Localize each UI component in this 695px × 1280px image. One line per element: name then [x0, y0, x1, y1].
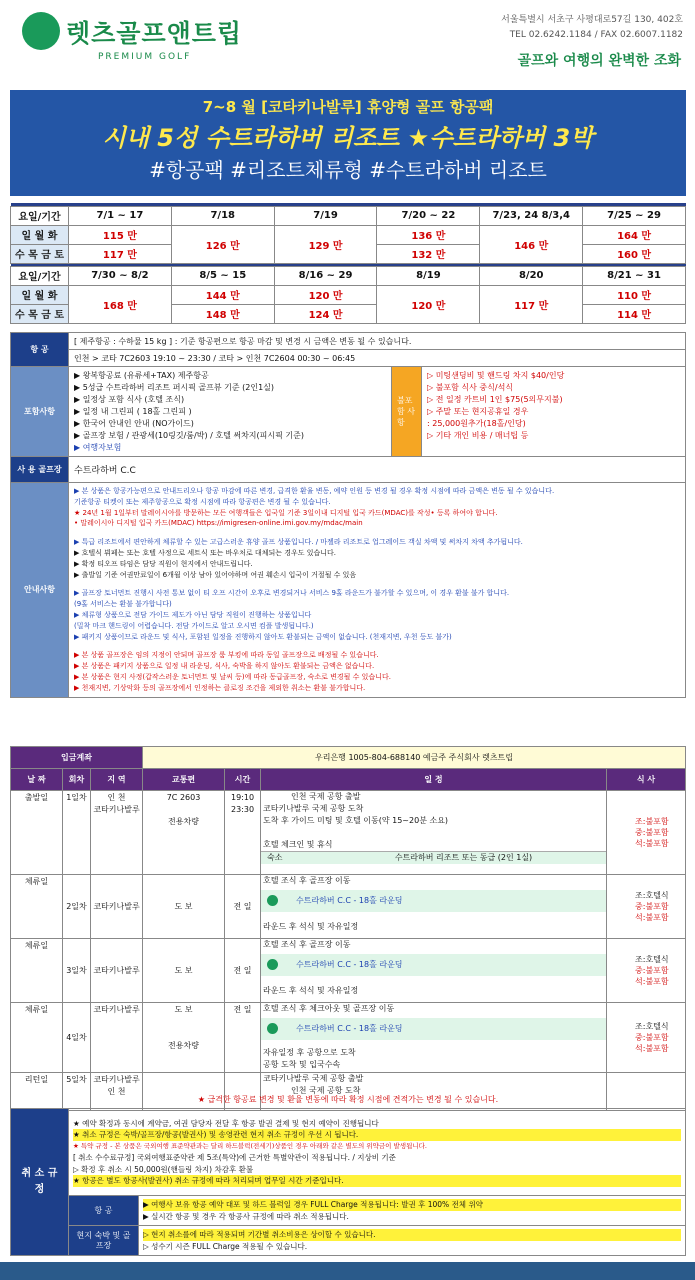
excluded-label: 불포함 사 항	[392, 367, 422, 457]
air-note: [ 제주항공 : 수하물 15 kg ] : 기준 항공편으로 항공 마감 및 변경 시 금액은 변동 될 수 있습니다.	[69, 333, 686, 350]
policy-line: ▷ 성수기 시즌 FULL Charge 적용될 수 있습니다.	[143, 1241, 308, 1251]
period: 7/19	[274, 206, 377, 225]
air-schedule: 인천 > 코타 7C2603 19:10 ~ 23:30 / 코타 > 인천 7C2604 00:30 ~ 06:45	[69, 350, 686, 367]
policy-line: ★ 취소 규정은 숙박/골프장/항공(발권사) 및 송영관련 현지 취소 규정이 우선 시 됩니다.	[73, 1129, 681, 1141]
itinerary-item: 도착 후 가이드 미팅 및 호텔 이동(약 15~20분 소요)	[263, 816, 449, 825]
itinerary-item: 호텔 체크인 및 휴식	[263, 840, 333, 849]
included-item: ▶ 일정상 포함 식사 (호텔 조식)	[74, 395, 185, 404]
period: 8/19	[377, 266, 480, 285]
price: 115 만	[69, 225, 172, 244]
cancel-air-label: 항 공	[69, 1196, 139, 1226]
itinerary-item: 코타키나발루 국제 공항 출발	[263, 1074, 364, 1083]
guide-item: ▶ 확정 티오프 타임은 담당 직원이 현지에서 안내드립니다.	[74, 559, 253, 568]
guide-item: ▶ 본 상품은 현지 사정(갑작스러운 토너먼트 및 날씨 등)에 따라 동급골프장, 숙소로 변경될 수 있습니다.	[74, 672, 391, 681]
guide-item: ▶ 패키지 상품이므로 라운드 및 식사, 포함된 일정을 진행하지 않아도 환불되는 금액이 없습니다. (천재지변, 우천 등도 불가)	[74, 632, 452, 641]
period: 8/16 ~ 29	[274, 266, 377, 285]
transport: 전용차량	[168, 1041, 199, 1050]
cancel-table	[10, 1108, 686, 1256]
excluded-item: ▷ 기타 개인 비용 / 매너팁 등	[427, 431, 529, 440]
guide-list	[69, 483, 686, 698]
day-num: 4일차	[63, 1003, 91, 1073]
period: 7/30 ~ 8/2	[69, 266, 172, 285]
meal: 석:불포함	[635, 1044, 669, 1053]
price: 117 만	[69, 244, 172, 263]
itinerary-item: 공항 도착 및 입국수속	[263, 1060, 341, 1069]
included-item: ▶ 골프장 보험 / 관광세(10링깃/룸/박) / 호텔 써차지(피시픽 기준)	[74, 431, 304, 440]
guide-item: (밀착 마크 핸드링이 어렵습니다. 전담 가이드로 알고 오시면 컴플 발생됩니다.)	[74, 621, 314, 630]
cancel-label: 취 소 규 정	[11, 1109, 69, 1256]
transport: 도 보	[174, 1005, 193, 1014]
itinerary-item: 인천 국제 공항 출발	[291, 792, 361, 801]
meal: 중:불포함	[635, 902, 669, 911]
excluded-item: : 25,000원추가(18홀/인당)	[427, 419, 526, 428]
banner-line-1: 7~8 월 [코타키나발루] 휴양형 골프 항공팩	[202, 98, 494, 116]
price: 124 만	[274, 304, 377, 323]
period: 7/23, 24 8/3,4	[480, 206, 583, 225]
meal: 조:호텔식	[635, 955, 669, 964]
guide-item: • 말레이시아 디지털 입국 카드(MDAC) https://imigresen-online.imi.gov.my/mdac/main	[74, 519, 363, 528]
meal: 조:호텔식	[635, 1022, 669, 1031]
region: 코타키나발루	[91, 1003, 143, 1073]
period: 8/5 ~ 15	[171, 266, 274, 285]
brand-logo-icon	[22, 12, 60, 50]
col-header: 식 사	[607, 769, 686, 791]
slogan: 골프와 여행의 완벽한 조화	[517, 53, 681, 69]
meal: 조:불포함	[635, 817, 669, 826]
info-table	[10, 332, 686, 698]
transport: 전용차량	[168, 817, 199, 826]
weekend-label: 수 목 금 토	[11, 244, 69, 263]
period: 8/21 ~ 31	[583, 266, 686, 285]
cancel-policy	[69, 1109, 686, 1196]
period: 7/25 ~ 29	[583, 206, 686, 225]
guide-item: ▶ 골프장 토너먼트 진행시 사전 통보 없이 티 오프 시간이 오후로 변경되거나 서비스 9홀 라운드가 불가할 수 있으며, 이 경우 환불 불가 합니다.	[74, 589, 510, 598]
golf-round: 수트라하버 C.C - 18홀 라운딩	[296, 1024, 403, 1033]
weekend-label: 수 목 금 토	[11, 304, 69, 323]
schedule-table	[10, 746, 686, 1111]
included-list	[69, 367, 392, 457]
region: 코타키나발루	[93, 1075, 140, 1084]
weekday-label: 일 월 화	[11, 285, 69, 304]
transport: 도 보	[143, 875, 225, 939]
transport: 7C 2603	[166, 793, 201, 802]
policy-line: ▷ 확정 후 취소 시 50,000원(핸들링 차지) 차감후 환불	[73, 1164, 254, 1174]
brand-name: 렛츠골프앤트립	[66, 19, 243, 48]
price: 168 만	[69, 285, 172, 323]
stay-label: 숙소	[267, 853, 283, 862]
golf-icon	[267, 1023, 278, 1034]
course-label: 사 용 골프장	[11, 457, 69, 483]
meal: 중:불포함	[635, 828, 669, 837]
banner-line-2: 시내 5성 수트라하버 리조트 ★수트라하버 3박	[102, 124, 594, 152]
transport: 도 보	[143, 939, 225, 1003]
price: 114 만	[583, 304, 686, 323]
policy-line: [ 취소 수수료규정] 국외여행표준약관 제 5조(특약)에 근거한 특별약관이 적용됩니다. / 지상비 기준	[73, 1153, 396, 1162]
cancel-local-label: 현지 숙박 및 골프장	[69, 1226, 139, 1256]
policy-line: ▷ 현지 취소를에 따라 적용되며 기간별 취소비용은 상이할 수 있습니다.	[143, 1229, 681, 1241]
day-num: 5일차	[63, 1073, 91, 1111]
col-header: 회차	[63, 769, 91, 791]
col-header: 교통편	[143, 769, 225, 791]
golf-round: 수트라하버 C.C - 18홀 라운딩	[296, 960, 403, 969]
day-num: 3일차	[63, 939, 91, 1003]
policy-line: ★ 예약 확정과 동시에 계약금, 여권 담당자 전달 후 항공 발권 결제 및 현지 예약이 진행됩니다	[73, 1118, 379, 1128]
day-date: 리턴일	[11, 1073, 63, 1111]
policy-line: ▶ 실시간 항공 및 경우 각 항공사 규정에 따라 취소 적용됩니다.	[143, 1211, 349, 1221]
footer-bar	[0, 1262, 695, 1280]
guide-item: ▶ 특급 리조트에서 편안하게 체류할 수 있는 고급스러운 휴양 골프 상품입니다. / 마젤라 리조트로 업그레이드 객실 차액 및 써차지 차액 추가됩니다.	[74, 538, 523, 547]
golf-icon	[267, 895, 278, 906]
price: 126 만	[171, 225, 274, 263]
time: 19:10	[230, 793, 255, 802]
guide-item: (9홀 서비스는 환불 불가합니다)	[74, 600, 172, 609]
guide-item: ▶ 천재지변, 기상악화 등의 골프장에서 인정하는 클로징 조건을 제외한 취소는 환불 불가합니다.	[74, 683, 366, 692]
address: 서울특별시 서초구 사평대로57길 130, 402호	[501, 15, 683, 25]
price-table	[10, 203, 686, 324]
price: 120 만	[274, 285, 377, 304]
title-banner	[10, 90, 686, 196]
price: 160 만	[583, 244, 686, 263]
guide-item: ▶ 본 상품은 항공가능편으로 안내드리오나 항공 마감에 따른 변경, 급격한 환율 변동, 예약 인원 등 변경 될 경우 확정 시점에 따라 금액은 변동 될 수 있습니다.	[74, 487, 555, 495]
region: 코타키나발루	[93, 805, 140, 814]
itinerary-item: 호텔 조식 후 골프장 이동	[263, 876, 351, 885]
period: 7/1 ~ 17	[69, 206, 172, 225]
period-label: 요일/기간	[11, 266, 69, 285]
col-header: 시간	[225, 769, 261, 791]
region: 인 천	[107, 793, 126, 802]
period: 8/20	[480, 266, 583, 285]
meal: 석:불포함	[635, 977, 669, 986]
policy-line: ▶ 여행사 보유 항공 예약 대포 및 하드 블럭일 경우 FULL Charge 적용됩니다: 발권 후 100% 전체 위약	[143, 1199, 681, 1211]
included-item: ▶ 여행자보험	[74, 443, 122, 452]
excluded-item: ▷ 전 일정 카트비 1인 $75(5의무지불)	[427, 395, 563, 404]
weekday-label: 일 월 화	[11, 225, 69, 244]
policy-line: ★ 항공은 별도 항공사(발권사) 취소 규정에 따라 처리되며 업무일 시간 기준입니다.	[73, 1175, 681, 1187]
region: 코타키나발루	[91, 875, 143, 939]
time: 23:30	[230, 805, 255, 814]
exchange-notice: ★ 급격한 항공료 변경 및 환율 변동에 따라 확정 시점에 견적가는 변경 될 수 있습니다.	[197, 1095, 499, 1104]
price: 144 만	[171, 285, 274, 304]
itinerary-item: 호텔 조식 후 골프장 이동	[263, 940, 351, 949]
guide-item: ▶ 본 상품 골프장은 임의 지정이 안되며 골프장 룸 부킹에 따라 동일 골프장으로 배정될 수 있습니다.	[74, 651, 379, 660]
excluded-item: ▷ 주말 또는 현지공휴일 경우	[427, 407, 529, 416]
banner-line-3: #항공팩 #리조트체류형 #수트라하버 리조트	[149, 158, 547, 182]
meal: 중:불포함	[635, 1033, 669, 1042]
period: 7/20 ~ 22	[377, 206, 480, 225]
itinerary-item: 자유일정 후 공항으로 도착	[263, 1048, 356, 1057]
day-num: 2일차	[63, 875, 91, 939]
period: 7/18	[171, 206, 274, 225]
price: 136 만	[377, 225, 480, 244]
period-label: 요일/기간	[11, 206, 69, 225]
price: 129 만	[274, 225, 377, 263]
meal: 석:불포함	[635, 839, 669, 848]
time: 전 일	[225, 875, 261, 939]
guide-item: ▶ 체류형 상품으로 전담 가이드 제도가 아닌 담당 직원이 진행하는 상품입니다	[74, 610, 312, 619]
guide-item: 기준항공 티켓이 또는 제주항공으로 확정 시점에 따라 항공편은 변경 될 수 있습니다.	[74, 497, 331, 506]
itinerary-item: 라운드 후 석식 및 자유일정	[263, 986, 359, 995]
golf-icon	[267, 959, 278, 970]
region: 인 천	[107, 1087, 126, 1096]
day-date: 체류일	[11, 1003, 63, 1073]
guide-item: ★ 24년 1월 1일부터 말레이시아를 방문하는 모든 여행객들은 입국일 기준 3일이내 디지털 입국 카드(MDAC)를 작성• 등록 하여야 합니다.	[74, 508, 498, 517]
included-item: ▶ 한국어 안내인 안내 (NO가이드)	[74, 419, 194, 428]
col-header: 날 짜	[11, 769, 63, 791]
time: 전 일	[225, 1003, 261, 1073]
meal: 조:호텔식	[635, 891, 669, 900]
meal: 석:불포함	[635, 913, 669, 922]
brand-subtitle: PREMIUM GOLF	[98, 52, 192, 62]
included-item: ▶ 왕복항공료 (유류세+TAX) 제주항공	[74, 371, 209, 380]
day-date: 체류일	[11, 875, 63, 939]
price: 146 만	[480, 225, 583, 263]
excluded-item: ▷ 미팅샌딩비 및 핸드링 차지 $40/인당	[427, 371, 565, 380]
deposit-label: 입금계좌	[11, 747, 143, 769]
excluded-item: ▷ 불포함 식사 중식/석식	[427, 383, 514, 392]
price: 110 만	[583, 285, 686, 304]
contact: TEL 02.6242.1184 / FAX 02.6007.1182	[509, 30, 683, 40]
col-header: 일 정	[261, 769, 607, 791]
golf-round: 수트라하버 C.C - 18홀 라운딩	[296, 896, 403, 905]
day-num: 1일차	[63, 791, 91, 875]
price: 164 만	[583, 225, 686, 244]
region: 코타키나발루	[91, 939, 143, 1003]
course-name: 수트라하버 C.C	[69, 457, 686, 483]
col-header: 지 역	[91, 769, 143, 791]
included-label: 포함사항	[11, 367, 69, 457]
itinerary-item: 라운드 후 석식 및 자유일정	[263, 922, 359, 931]
price: 148 만	[171, 304, 274, 323]
price: 132 만	[377, 244, 480, 263]
stay-name: 수트라하버 리조트 또는 동급 (2인 1실)	[394, 853, 533, 862]
itinerary-item: 인천 국제 공항 도착	[291, 1086, 361, 1095]
guide-item: ▶ 호텔식 뷔페는 또는 호텔 사정으로 세트식 또는 바우처로 대체되는 경우도 있습니다.	[74, 548, 336, 557]
included-item: ▶ 일정 내 그린피 ( 18홀 그린피 )	[74, 407, 192, 416]
excluded-list	[422, 367, 686, 457]
policy-line: ★ 특약 규정 - 본 상품은 국외여행 표준약관과는 달리 하드블럭(전세기)상품인 경우 아래와 같은 별도의 위약금이 발생됩니다.	[73, 1141, 427, 1150]
meal: 중:불포함	[635, 966, 669, 975]
price: 117 만	[480, 285, 583, 323]
itinerary-item: 코타키나발루 국제 공항 도착	[263, 804, 364, 813]
deposit-account: 우리은행 1005-804-688140 예금주 주식회사 렛츠트립	[143, 747, 686, 769]
day-date: 체류일	[11, 939, 63, 1003]
time: 전 일	[225, 939, 261, 1003]
itinerary-item: 호텔 조식 후 체크아웃 및 골프장 이동	[263, 1004, 395, 1013]
day-date: 출발일	[11, 791, 63, 875]
guide-label: 안내사항	[11, 483, 69, 698]
included-item: ▶ 5성급 수트라하버 리조트 퍼시픽 골프뷰 기준 (2인1실)	[74, 383, 275, 392]
air-label: 항 공	[11, 333, 69, 367]
guide-item: ▶ 출발일 기준 여권만료일이 6개월 이상 남아 있어야하며 여권 훼손시 입국이 거절될 수 있음	[74, 570, 357, 579]
guide-item: ▶ 본 상품은 패키지 상품으로 일정 내 라운딩, 식사, 숙박을 하지 않아도 환불되는 금액은 없습니다.	[74, 662, 375, 671]
price: 120 만	[377, 285, 480, 323]
